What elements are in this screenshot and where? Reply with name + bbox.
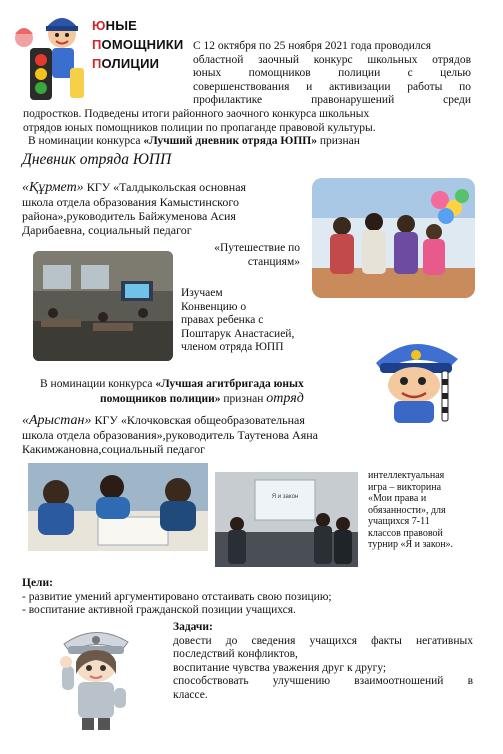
logo-title: ЮНЫЕ ПОМОЩНИКИ ПОЛИЦИИ	[92, 18, 184, 71]
logo	[12, 8, 184, 108]
diary-title: Дневник отряда ЮПП	[22, 151, 172, 168]
photo-station-game	[312, 178, 475, 298]
intro-paragraph-cont: подростков. Подведены итоги районного заочного конкурса школьных отрядов юных помощников полиции по пропаганде правовой культуры.	[23, 108, 376, 134]
police-girl-icon	[50, 622, 140, 732]
goals-title: Цели:	[22, 577, 53, 589]
photo-quiz	[215, 472, 358, 567]
photo-students-drawing	[28, 463, 208, 551]
traffic-light-mascot-icon	[12, 8, 92, 106]
goals-section: Цели: - развитие умений аргументировано отстаивать свою позицию; - воспитание активной гражданской позиции учащихся.	[22, 577, 482, 618]
police-mascot-icon	[358, 333, 470, 425]
intro-paragraph: С 12 октября по 25 ноября 2021 года проводился областной заочный конкурс школьных отрядов юных помощников полиции с целью совершенствования и активизации работы по профилактике правонарушений среди	[193, 40, 471, 106]
caption-station-game: «Путешествие по станциям»	[214, 242, 300, 268]
caption-convention: Изучаем Конвенцию о правах ребенка с Поштарук Анастасией, членом отряда ЮПП	[181, 287, 295, 353]
nomination2-school: «Арыстан» КГУ «Клочковская общеобразовательная школа отдела образования»,руководитель Таутенова Аяна Какимжановна,социальный педагог	[22, 413, 318, 456]
tasks-section: Задачи: довести до сведения учащихся факты негативных последствий конфликтов, воспитание чувства уважения друг к другу; способствовать улучшению взаимоотношений в классе.	[173, 621, 473, 701]
nomination1-school: «Құрмет» КГУ «Талдыкольская основная школа отдела образования Камыстинского района»,руководитель Байжуменова Асия Дарибаевна, социальный педагог	[22, 180, 247, 237]
tasks-title: Задачи:	[173, 621, 213, 633]
caption-quiz: интеллектуальная игра – викторина «Мои права и обязанности», для учащихся 7-11 классов правовой турнир «Я и закон».	[368, 470, 454, 550]
photo-classroom	[33, 251, 173, 361]
nomination2-title: В номинации конкурса «Лучшая агитбригада юных помощников полиции» признан отряд	[40, 378, 304, 406]
quiz-screen-text: Я и закон	[271, 494, 299, 500]
nomination1-line: В номинации конкурса «Лучший дневник отряда ЮПП» признан	[28, 135, 360, 147]
